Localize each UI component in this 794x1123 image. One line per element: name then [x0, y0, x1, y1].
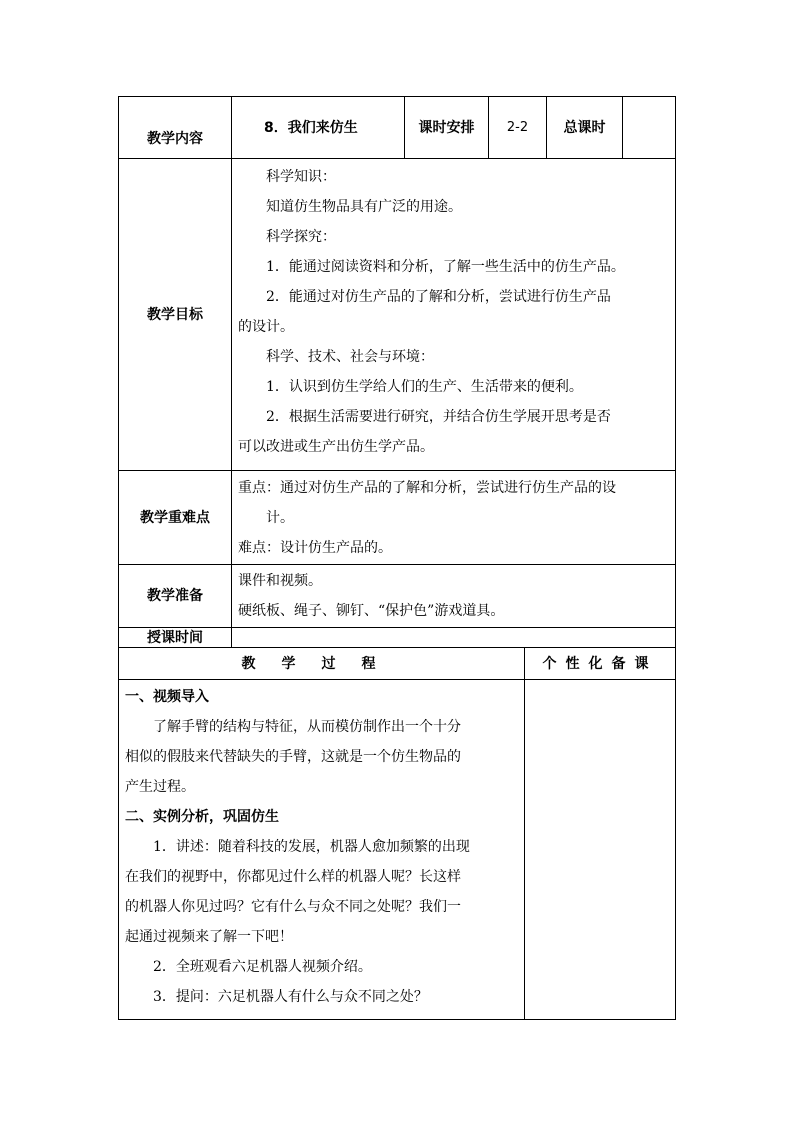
key-points-line: 重点：通过对仿生产品的了解和分析，尝试进行仿生产品的设	[238, 480, 616, 496]
personal-notes	[525, 680, 676, 1020]
key-points-content	[232, 471, 676, 565]
schedule-value: 2-2	[489, 97, 547, 159]
preparation-content	[232, 565, 676, 628]
process-line: 1．讲述：随着科技的发展，机器人愈加频繁的出现	[153, 839, 470, 855]
goals-content	[232, 159, 676, 471]
lesson-plan	[118, 96, 675, 1020]
process-line: 了解手臂的结构与特征，从而模仿制作出一个十分	[153, 719, 461, 735]
content-label: 教学内容	[119, 97, 232, 159]
process-line: 产生过程。	[125, 779, 195, 795]
goals-line: 的设计。	[238, 319, 294, 335]
time-row	[119, 628, 676, 648]
header-row	[119, 97, 676, 159]
process-header-row	[119, 648, 676, 680]
lesson-plan-table	[118, 96, 676, 648]
process-line: 相似的假肢来代替缺失的手臂，这就是一个仿生物品的	[125, 749, 461, 765]
goals-line: 2．能通过对仿生产品的了解和分析，尝试进行仿生产品	[266, 289, 611, 305]
preparation-line: 硬纸板、绳子、铆钉、“保护色”游戏道具。	[238, 603, 505, 619]
preparation-label: 教学准备	[119, 565, 232, 628]
time-value	[232, 628, 676, 648]
goals-line: 2．根据生活需要进行研究，并结合仿生学展开思考是否	[266, 409, 611, 425]
key-points-line: 难点：设计仿生产品的。	[238, 540, 392, 556]
process-table	[118, 647, 676, 1020]
goals-row	[119, 159, 676, 471]
goals-line: 1．认识到仿生学给人们的生产、生活带来的便利。	[266, 379, 583, 395]
goals-line: 科学探究：	[266, 229, 336, 245]
preparation-line: 课件和视频。	[238, 573, 322, 589]
section-title: 一、视频导入	[125, 689, 209, 705]
goals-line: 科学知识：	[266, 169, 336, 185]
personal-header: 个性化备课	[525, 648, 676, 680]
goals-line: 知道仿生物品具有广泛的用途。	[266, 199, 462, 215]
goals-line: 科学、技术、社会与环境：	[266, 349, 434, 365]
section-title: 二、实例分析，巩固仿生	[125, 809, 279, 825]
goals-label: 教学目标	[119, 159, 232, 471]
preparation-row	[119, 565, 676, 628]
process-line: 3．提问：六足机器人有什么与众不同之处？	[153, 989, 428, 1005]
goals-line: 1．能通过阅读资料和分析，了解一些生活中的仿生产品。	[266, 259, 625, 275]
process-line: 在我们的视野中，你都见过什么样的机器人呢？长这样	[125, 869, 461, 885]
lesson-title: 8．我们来仿生	[232, 97, 405, 159]
total-value	[623, 97, 676, 159]
goals-line: 可以改进或生产出仿生学产品。	[238, 439, 434, 455]
key-points-line: 计。	[266, 510, 294, 526]
process-content	[119, 680, 525, 1020]
schedule-label: 课时安排	[405, 97, 489, 159]
process-line: 2．全班观看六足机器人视频介绍。	[153, 959, 372, 975]
time-label: 授课时间	[119, 628, 232, 648]
process-line: 的机器人你见过吗？它有什么与众不同之处呢？我们一	[125, 899, 461, 915]
process-body-row	[119, 680, 676, 1020]
process-line: 起通过视频来了解一下吧！	[125, 929, 293, 945]
key-points-row	[119, 471, 676, 565]
key-points-label: 教学重难点	[119, 471, 232, 565]
total-label: 总课时	[547, 97, 623, 159]
process-header: 教学过程	[119, 648, 525, 680]
